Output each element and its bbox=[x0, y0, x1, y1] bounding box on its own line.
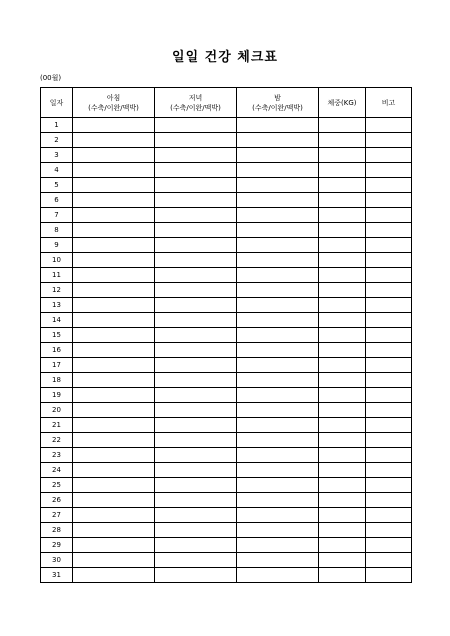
day-number: 13 bbox=[41, 298, 73, 313]
weight-cell[interactable] bbox=[319, 193, 366, 208]
night-cell[interactable] bbox=[237, 553, 319, 568]
evening-cell[interactable] bbox=[155, 313, 237, 328]
weight-cell[interactable] bbox=[319, 388, 366, 403]
day-number: 23 bbox=[41, 448, 73, 463]
evening-cell[interactable] bbox=[155, 283, 237, 298]
note-cell[interactable] bbox=[366, 508, 412, 523]
table-row bbox=[41, 463, 412, 478]
weight-cell[interactable] bbox=[319, 268, 366, 283]
morning-cell[interactable] bbox=[73, 238, 155, 253]
weight-cell[interactable] bbox=[319, 238, 366, 253]
table-row bbox=[41, 223, 412, 238]
day-number: 17 bbox=[41, 358, 73, 373]
day-number: 5 bbox=[41, 178, 73, 193]
note-cell[interactable] bbox=[366, 133, 412, 148]
day-number: 20 bbox=[41, 403, 73, 418]
night-cell[interactable] bbox=[237, 223, 319, 238]
table-row bbox=[41, 568, 412, 583]
table-row bbox=[41, 343, 412, 358]
table-row bbox=[41, 148, 412, 163]
day-number: 27 bbox=[41, 508, 73, 523]
weight-cell[interactable] bbox=[319, 358, 366, 373]
header-note: 비고 bbox=[366, 88, 412, 118]
weight-cell[interactable] bbox=[319, 508, 366, 523]
morning-cell[interactable] bbox=[73, 298, 155, 313]
evening-cell[interactable] bbox=[155, 193, 237, 208]
note-cell[interactable] bbox=[366, 538, 412, 553]
evening-cell[interactable] bbox=[155, 253, 237, 268]
night-cell[interactable] bbox=[237, 118, 319, 133]
table-row bbox=[41, 493, 412, 508]
night-cell[interactable] bbox=[237, 193, 319, 208]
table-row bbox=[41, 118, 412, 133]
header-morning bbox=[73, 88, 155, 118]
table-row bbox=[41, 418, 412, 433]
day-number: 19 bbox=[41, 388, 73, 403]
day-number: 22 bbox=[41, 433, 73, 448]
weight-cell[interactable] bbox=[319, 403, 366, 418]
evening-cell[interactable] bbox=[155, 148, 237, 163]
night-cell[interactable] bbox=[237, 463, 319, 478]
weight-cell[interactable] bbox=[319, 163, 366, 178]
note-cell[interactable] bbox=[366, 463, 412, 478]
note-cell[interactable] bbox=[366, 523, 412, 538]
morning-cell[interactable] bbox=[73, 223, 155, 238]
day-number: 14 bbox=[41, 313, 73, 328]
evening-cell[interactable] bbox=[155, 463, 237, 478]
table-row bbox=[41, 253, 412, 268]
night-cell[interactable] bbox=[237, 253, 319, 268]
night-cell[interactable] bbox=[237, 493, 319, 508]
night-cell[interactable] bbox=[237, 508, 319, 523]
note-cell[interactable] bbox=[366, 223, 412, 238]
evening-cell[interactable] bbox=[155, 568, 237, 583]
table-row bbox=[41, 508, 412, 523]
day-number: 1 bbox=[41, 118, 73, 133]
evening-cell[interactable] bbox=[155, 448, 237, 463]
evening-cell[interactable] bbox=[155, 523, 237, 538]
header-night-label: 밤 bbox=[274, 93, 281, 102]
morning-cell[interactable] bbox=[73, 403, 155, 418]
note-cell[interactable] bbox=[366, 388, 412, 403]
note-cell[interactable] bbox=[366, 163, 412, 178]
night-cell[interactable] bbox=[237, 343, 319, 358]
note-cell[interactable] bbox=[366, 568, 412, 583]
table-row bbox=[41, 433, 412, 448]
weight-cell[interactable] bbox=[319, 313, 366, 328]
weight-cell[interactable] bbox=[319, 538, 366, 553]
weight-cell[interactable] bbox=[319, 463, 366, 478]
morning-cell[interactable] bbox=[73, 253, 155, 268]
night-cell[interactable] bbox=[237, 163, 319, 178]
evening-cell[interactable] bbox=[155, 238, 237, 253]
note-cell[interactable] bbox=[366, 118, 412, 133]
note-cell[interactable] bbox=[366, 553, 412, 568]
weight-cell[interactable] bbox=[319, 133, 366, 148]
table-row bbox=[41, 478, 412, 493]
day-number: 4 bbox=[41, 163, 73, 178]
day-number: 3 bbox=[41, 148, 73, 163]
table-row bbox=[41, 208, 412, 223]
weight-cell[interactable] bbox=[319, 283, 366, 298]
night-cell[interactable] bbox=[237, 313, 319, 328]
morning-cell[interactable] bbox=[73, 283, 155, 298]
header-evening-label: 저녁 bbox=[188, 93, 203, 102]
note-cell[interactable] bbox=[366, 283, 412, 298]
table-row bbox=[41, 283, 412, 298]
table-row bbox=[41, 373, 412, 388]
night-cell[interactable] bbox=[237, 208, 319, 223]
evening-cell[interactable] bbox=[155, 223, 237, 238]
weight-cell[interactable] bbox=[319, 343, 366, 358]
night-cell[interactable] bbox=[237, 238, 319, 253]
table-row bbox=[41, 538, 412, 553]
table-row bbox=[41, 553, 412, 568]
night-cell[interactable] bbox=[237, 433, 319, 448]
note-cell[interactable] bbox=[366, 193, 412, 208]
day-number: 16 bbox=[41, 343, 73, 358]
morning-cell[interactable] bbox=[73, 178, 155, 193]
night-cell[interactable] bbox=[237, 373, 319, 388]
night-cell[interactable] bbox=[237, 148, 319, 163]
day-number: 12 bbox=[41, 283, 73, 298]
evening-cell[interactable] bbox=[155, 358, 237, 373]
evening-cell[interactable] bbox=[155, 298, 237, 313]
day-number: 24 bbox=[41, 463, 73, 478]
month-label: (00월) bbox=[40, 74, 62, 82]
night-cell[interactable] bbox=[237, 328, 319, 343]
weight-cell[interactable] bbox=[319, 373, 366, 388]
table-row bbox=[41, 193, 412, 208]
evening-cell[interactable] bbox=[155, 418, 237, 433]
table-row bbox=[41, 313, 412, 328]
header-day: 일자 bbox=[41, 88, 73, 118]
evening-cell[interactable] bbox=[155, 553, 237, 568]
weight-cell[interactable] bbox=[319, 433, 366, 448]
weight-cell[interactable] bbox=[319, 493, 366, 508]
evening-cell[interactable] bbox=[155, 133, 237, 148]
health-check-table bbox=[40, 87, 412, 583]
note-cell[interactable] bbox=[366, 298, 412, 313]
table-row bbox=[41, 268, 412, 283]
night-cell[interactable] bbox=[237, 298, 319, 313]
morning-cell[interactable] bbox=[73, 328, 155, 343]
note-cell[interactable] bbox=[366, 448, 412, 463]
day-number: 8 bbox=[41, 223, 73, 238]
morning-cell[interactable] bbox=[73, 358, 155, 373]
note-cell[interactable] bbox=[366, 478, 412, 493]
day-number: 25 bbox=[41, 478, 73, 493]
table-row bbox=[41, 238, 412, 253]
morning-cell[interactable] bbox=[73, 523, 155, 538]
day-rows bbox=[41, 118, 412, 583]
morning-cell[interactable] bbox=[73, 388, 155, 403]
evening-cell[interactable] bbox=[155, 268, 237, 283]
note-cell[interactable] bbox=[366, 268, 412, 283]
day-number: 26 bbox=[41, 493, 73, 508]
night-cell[interactable] bbox=[237, 358, 319, 373]
night-cell[interactable] bbox=[237, 418, 319, 433]
note-cell[interactable] bbox=[366, 328, 412, 343]
night-cell[interactable] bbox=[237, 283, 319, 298]
morning-cell[interactable] bbox=[73, 463, 155, 478]
night-cell[interactable] bbox=[237, 448, 319, 463]
table-row bbox=[41, 448, 412, 463]
night-cell[interactable] bbox=[237, 478, 319, 493]
night-cell[interactable] bbox=[237, 133, 319, 148]
table-row bbox=[41, 133, 412, 148]
table-row bbox=[41, 388, 412, 403]
morning-cell[interactable] bbox=[73, 568, 155, 583]
evening-cell[interactable] bbox=[155, 343, 237, 358]
evening-cell[interactable] bbox=[155, 433, 237, 448]
day-number: 2 bbox=[41, 133, 73, 148]
morning-cell[interactable] bbox=[73, 433, 155, 448]
note-cell[interactable] bbox=[366, 373, 412, 388]
evening-cell[interactable] bbox=[155, 493, 237, 508]
weight-cell[interactable] bbox=[319, 448, 366, 463]
table-row bbox=[41, 358, 412, 373]
header-evening-sub: (수축/이완/맥박) bbox=[170, 103, 221, 112]
morning-cell[interactable] bbox=[73, 508, 155, 523]
morning-cell[interactable] bbox=[73, 133, 155, 148]
day-number: 28 bbox=[41, 523, 73, 538]
weight-cell[interactable] bbox=[319, 523, 366, 538]
day-number: 29 bbox=[41, 538, 73, 553]
morning-cell[interactable] bbox=[73, 448, 155, 463]
evening-cell[interactable] bbox=[155, 388, 237, 403]
day-number: 21 bbox=[41, 418, 73, 433]
table-row bbox=[41, 328, 412, 343]
table-row bbox=[41, 163, 412, 178]
morning-cell[interactable] bbox=[73, 478, 155, 493]
note-cell[interactable] bbox=[366, 358, 412, 373]
morning-cell[interactable] bbox=[73, 118, 155, 133]
note-cell[interactable] bbox=[366, 208, 412, 223]
note-cell[interactable] bbox=[366, 238, 412, 253]
note-cell[interactable] bbox=[366, 178, 412, 193]
header-morning-label: 아침 bbox=[106, 93, 121, 102]
day-number: 11 bbox=[41, 268, 73, 283]
night-cell[interactable] bbox=[237, 538, 319, 553]
header-night bbox=[237, 88, 319, 118]
weight-cell[interactable] bbox=[319, 328, 366, 343]
note-cell[interactable] bbox=[366, 313, 412, 328]
table-row bbox=[41, 298, 412, 313]
night-cell[interactable] bbox=[237, 403, 319, 418]
morning-cell[interactable] bbox=[73, 193, 155, 208]
night-cell[interactable] bbox=[237, 268, 319, 283]
day-number: 9 bbox=[41, 238, 73, 253]
weight-cell[interactable] bbox=[319, 208, 366, 223]
note-cell[interactable] bbox=[366, 343, 412, 358]
header-weight: 체중(KG) bbox=[319, 88, 366, 118]
note-cell[interactable] bbox=[366, 403, 412, 418]
morning-cell[interactable] bbox=[73, 493, 155, 508]
note-cell[interactable] bbox=[366, 148, 412, 163]
weight-cell[interactable] bbox=[319, 418, 366, 433]
evening-cell[interactable] bbox=[155, 178, 237, 193]
day-number: 31 bbox=[41, 568, 73, 583]
weight-cell[interactable] bbox=[319, 553, 366, 568]
weight-cell[interactable] bbox=[319, 148, 366, 163]
weight-cell[interactable] bbox=[319, 118, 366, 133]
table-row bbox=[41, 178, 412, 193]
evening-cell[interactable] bbox=[155, 403, 237, 418]
weight-cell[interactable] bbox=[319, 568, 366, 583]
header-morning-sub: (수축/이완/맥박) bbox=[88, 103, 139, 112]
table-row bbox=[41, 523, 412, 538]
weight-cell[interactable] bbox=[319, 253, 366, 268]
page-title: 일일 건강 체크표 bbox=[172, 50, 278, 65]
header-row bbox=[41, 88, 412, 118]
evening-cell[interactable] bbox=[155, 508, 237, 523]
note-cell[interactable] bbox=[366, 418, 412, 433]
morning-cell[interactable] bbox=[73, 538, 155, 553]
note-cell[interactable] bbox=[366, 433, 412, 448]
night-cell[interactable] bbox=[237, 388, 319, 403]
morning-cell[interactable] bbox=[73, 208, 155, 223]
morning-cell[interactable] bbox=[73, 148, 155, 163]
day-number: 10 bbox=[41, 253, 73, 268]
morning-cell[interactable] bbox=[73, 313, 155, 328]
morning-cell[interactable] bbox=[73, 373, 155, 388]
evening-cell[interactable] bbox=[155, 163, 237, 178]
morning-cell[interactable] bbox=[73, 163, 155, 178]
day-number: 30 bbox=[41, 553, 73, 568]
morning-cell[interactable] bbox=[73, 418, 155, 433]
morning-cell[interactable] bbox=[73, 553, 155, 568]
weight-cell[interactable] bbox=[319, 178, 366, 193]
day-number: 18 bbox=[41, 373, 73, 388]
evening-cell[interactable] bbox=[155, 373, 237, 388]
header-night-sub: (수축/이완/맥박) bbox=[252, 103, 303, 112]
night-cell[interactable] bbox=[237, 523, 319, 538]
weight-cell[interactable] bbox=[319, 298, 366, 313]
weight-cell[interactable] bbox=[319, 478, 366, 493]
table-row bbox=[41, 403, 412, 418]
morning-cell[interactable] bbox=[73, 268, 155, 283]
day-number: 6 bbox=[41, 193, 73, 208]
evening-cell[interactable] bbox=[155, 208, 237, 223]
day-number: 7 bbox=[41, 208, 73, 223]
day-number: 15 bbox=[41, 328, 73, 343]
evening-cell[interactable] bbox=[155, 118, 237, 133]
evening-cell[interactable] bbox=[155, 478, 237, 493]
morning-cell[interactable] bbox=[73, 343, 155, 358]
note-cell[interactable] bbox=[366, 253, 412, 268]
note-cell[interactable] bbox=[366, 493, 412, 508]
evening-cell[interactable] bbox=[155, 328, 237, 343]
evening-cell[interactable] bbox=[155, 538, 237, 553]
header-evening bbox=[155, 88, 237, 118]
weight-cell[interactable] bbox=[319, 223, 366, 238]
night-cell[interactable] bbox=[237, 568, 319, 583]
night-cell[interactable] bbox=[237, 178, 319, 193]
